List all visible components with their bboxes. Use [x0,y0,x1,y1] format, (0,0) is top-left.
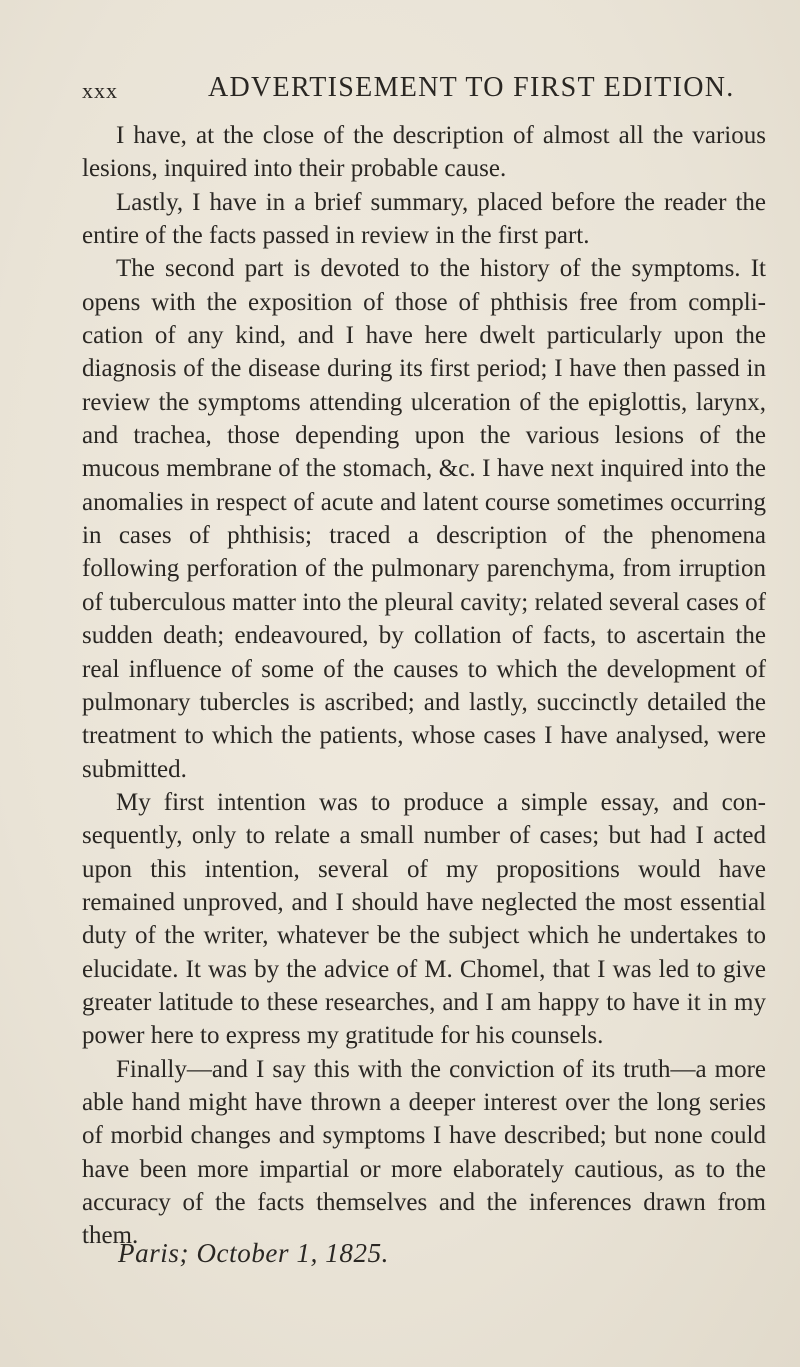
paragraph: Finally—and I say this with the conviction of its truth—a more able hand might have thrown a deeper interest over the long series of morbid changes and symptoms I have described; but none could have been more impartial or more elaborately cautious, as to the accuracy of the facts themselves and the inferences drawn from them. [82,1055,766,1250]
paragraph: Lastly, I have in a brief summary, placed before the reader the entire of the facts passed in review in the first part. [82,188,766,250]
place-date-signature: Paris; October 1, 1825. [118,1238,390,1268]
running-title: ADVERTISEMENT TO FIRST EDITION. [208,72,735,103]
page-header [82,72,762,108]
paragraph: The second part is devoted to the history of the symptoms. It opens with the exposition of those of phthisis free from complication of any kind, and I have here dwelt particularly upon the diagnosis of the disease during its first period; I have then passed in review the symptoms attending ulceration of the epiglottis, larynx, and trachea, those depending upon the various lesions of the mucous membrane of the stomach, &c. I have next inquired into the anomalies in respect of acute and latent course sometimes occurring in cases of phthisis; traced a description of the phenomena following perforation of the pulmonary parenchyma, from irruption of tuberculous matter into the pleural cavity; related several cases of sudden death; endeavoured, by collation of facts, to ascertain the real influence of some of the causes to which the development of pulmonary tubercles is ascribed; and lastly, succinctly detailed the treatment to which the patients, whose cases I have analysed, were submitted. [82,255,766,783]
paragraph: I have, at the close of the description of almost all the various lesions, inquired into their probable cause. [82,122,766,183]
page-number: xxx [82,78,118,103]
paragraph: My first intention was to produce a simple essay, and consequently, only to relate a small number of cases; but had I acted upon this intention, several of my propositions would have remained unproved, and I should have neglected the most essential duty of the writer, whatever be the subject which he undertakes to elucidate. It was by the advice of M. Chomel, that I was led to give greater latitude to these researches, and I am happy to have it in my power here to express my gratitude for his counsels. [82,788,766,1050]
body-text [82,119,766,1253]
